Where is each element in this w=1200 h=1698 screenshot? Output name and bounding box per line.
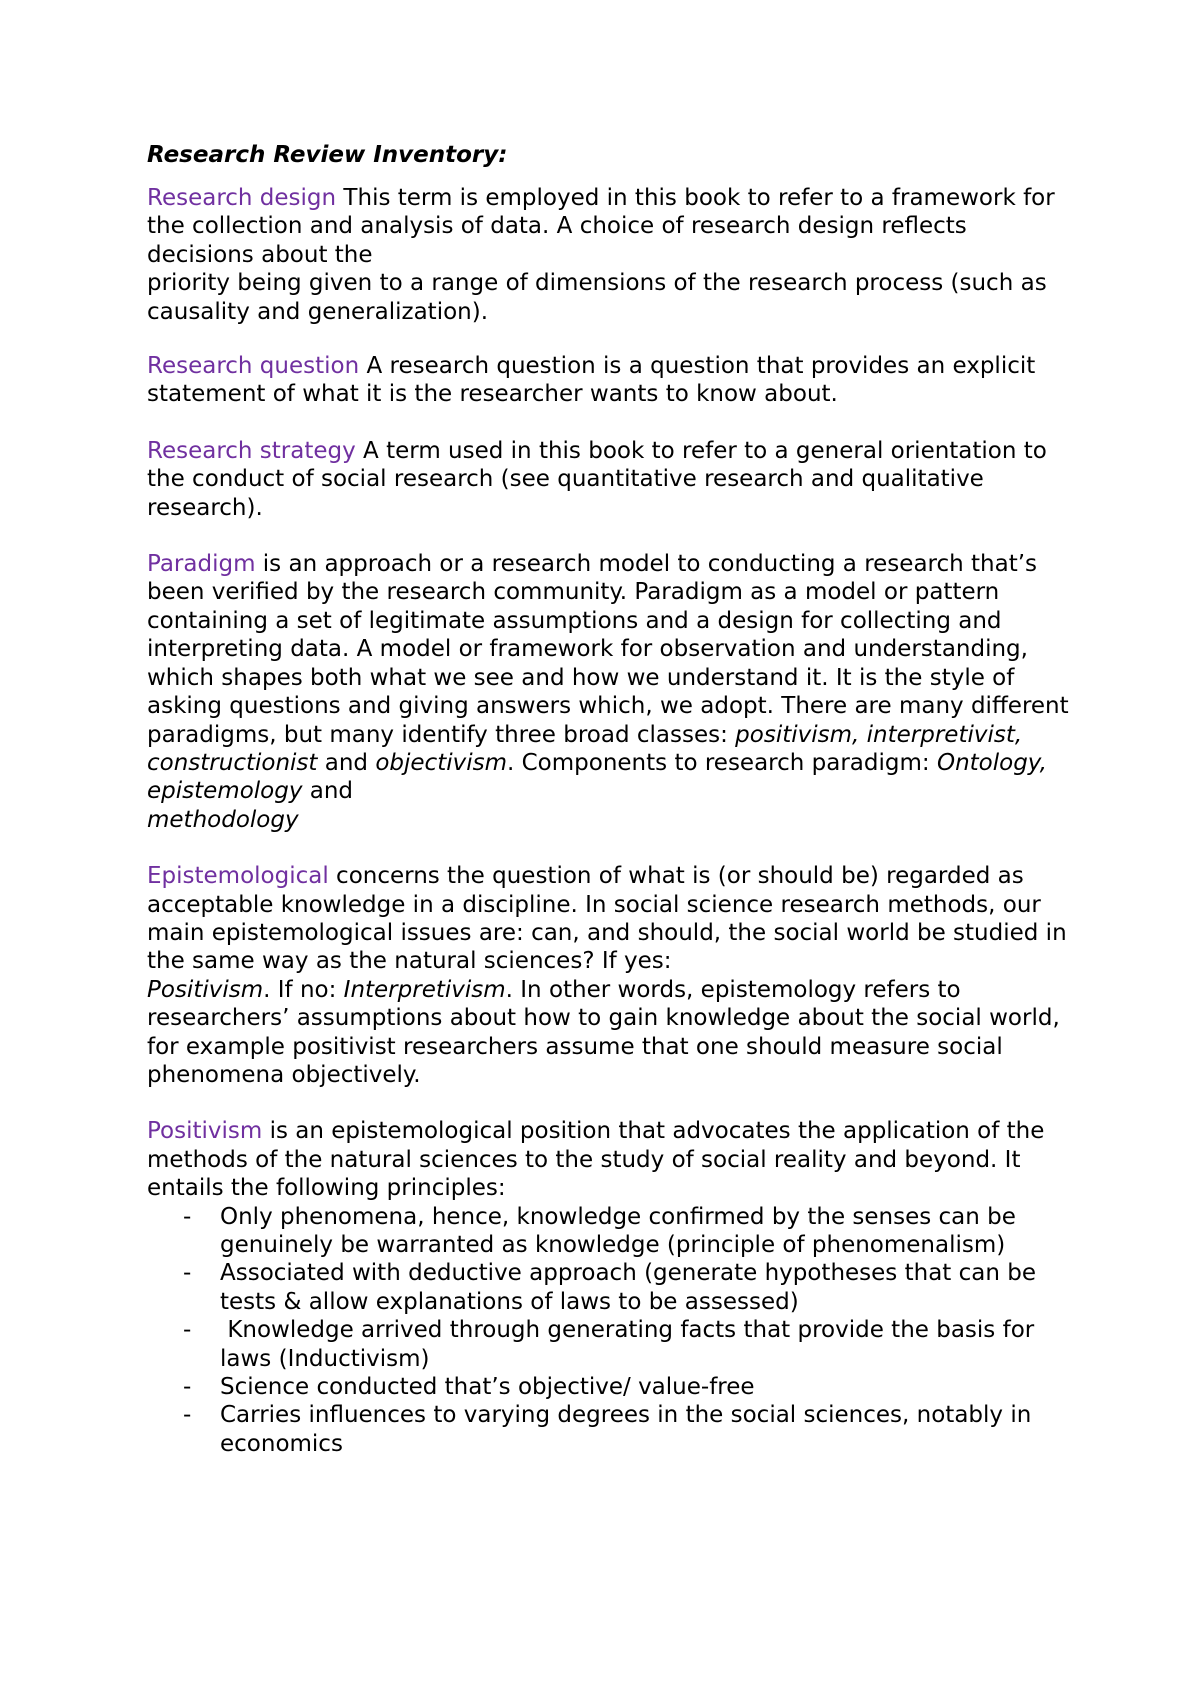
epistemological-no: Interpretivism xyxy=(343,976,506,1003)
paradigm-component-methodology: methodology xyxy=(147,806,299,833)
term-research-design: Research design xyxy=(147,185,337,211)
epistemological-text-2: . If no: xyxy=(263,976,344,1003)
term-research-strategy: Research strategy xyxy=(147,437,356,464)
paradigm-class-interpretivist: interpretivist xyxy=(866,721,1015,748)
paradigm-class-objectivism: objectivism xyxy=(375,749,507,776)
epistemological-yes: Positivism xyxy=(147,976,264,1003)
bullet-dash: - xyxy=(183,1402,192,1429)
paradigm-sep-2: , xyxy=(1014,721,1023,748)
paradigm-component-ontology: Ontology xyxy=(936,749,1040,776)
paradigm-text: is an approach or a research model to conducting a research that’s been verified by the research community. Paradigm as a model or pattern containing a set of legitimate assumptions and a design for collecting and interpreting data. A model or framework for observation and understanding, which shapes both what we see and how we understand it. It is the style of asking questions and giving answers which, we adopt. There are many different paradigms, but many identify three broad classes: xyxy=(147,551,1069,748)
term-research-question: Research question xyxy=(147,353,360,380)
paradigm-sep-4: , xyxy=(1039,749,1047,776)
list-item xyxy=(147,1259,1077,1316)
research-strategy-paragraph xyxy=(147,437,1077,522)
list-item xyxy=(147,1401,1077,1458)
paradigm-class-constructionist: constructionist xyxy=(147,749,318,776)
epistemological-text: concerns the question of what is (or should be) regarded as acceptable knowledge in a discipline. In social science research methods, our main epistemological issues are: can, and should, the social world be studied in the same way as the natural sciences? If yes: xyxy=(147,863,1067,975)
paradigm-text-2: . Components to research paradigm: xyxy=(507,749,937,776)
bullet-dash: - xyxy=(183,1317,192,1344)
list-item xyxy=(147,1203,1077,1260)
term-positivism: Positivism xyxy=(147,1118,263,1145)
list-item-text: Associated with deductive approach (generate hypotheses that can be tests & allow explanations of laws to be assessed) xyxy=(220,1260,1036,1315)
list-item-text: Carries influences to varying degrees in the social sciences, notably in economics xyxy=(220,1402,1032,1457)
list-item-text: Knowledge arrived through generating facts that provide the basis for laws (Inductivism) xyxy=(220,1317,1042,1372)
research-design-text: This term is employed in this book to refer to a framework for the collection and analysis of data. A choice of research design reflects decisions about the xyxy=(147,185,1055,268)
epistemological-paragraph xyxy=(147,862,1077,1089)
document-body xyxy=(147,140,1077,1458)
research-design-text-2: priority being given to a range of dimensions of the research process (such as causality and generalization). xyxy=(147,270,1047,325)
research-question-text: A research question is a question that provides an explicit statement of what it is the researcher wants to know about. xyxy=(147,353,1036,408)
research-question-paragraph xyxy=(147,352,1077,409)
positivism-paragraph xyxy=(147,1117,1077,1202)
list-item-text: Science conducted that’s objective/ value-free xyxy=(220,1374,755,1401)
document-title: Research Review Inventory: xyxy=(147,142,508,168)
bullet-dash: - xyxy=(183,1260,192,1287)
term-epistemological: Epistemological xyxy=(147,863,329,890)
paradigm-sep-3: and xyxy=(317,749,376,776)
term-paradigm: Paradigm xyxy=(147,551,256,578)
epistemological-text-3: . In other words, epistemology refers to researchers’ assumptions about how to gain knowledge about the social world, for example positivist researchers assume that one should measure social phenomena objectively. xyxy=(147,976,1060,1088)
list-item-text: Only phenomena, hence, knowledge confirmed by the senses can be genuinely be warranted as knowledge (principle of phenomenalism) xyxy=(220,1203,1016,1258)
bullet-dash: - xyxy=(183,1374,192,1401)
positivism-principles-list xyxy=(147,1203,1077,1459)
list-item xyxy=(147,1373,1077,1401)
paradigm-class-positivism: positivism xyxy=(735,721,853,748)
list-item xyxy=(147,1316,1077,1373)
paradigm-sep-5: and xyxy=(302,778,354,805)
research-design-paragraph xyxy=(147,184,1077,326)
positivism-text: is an epistemological position that advocates the application of the methods of the natural sciences to the study of social reality and beyond. It entails the following principles: xyxy=(147,1118,1045,1202)
research-strategy-text: A term used in this book to refer to a general orientation to the conduct of social research (see quantitative research and qualitative research). xyxy=(147,437,1047,521)
paradigm-component-epistemology: epistemology xyxy=(147,778,303,805)
paradigm-sep-1: , xyxy=(852,721,867,748)
paradigm-paragraph xyxy=(147,550,1077,834)
positivism-section xyxy=(147,1117,1077,1458)
bullet-dash: - xyxy=(183,1203,192,1230)
